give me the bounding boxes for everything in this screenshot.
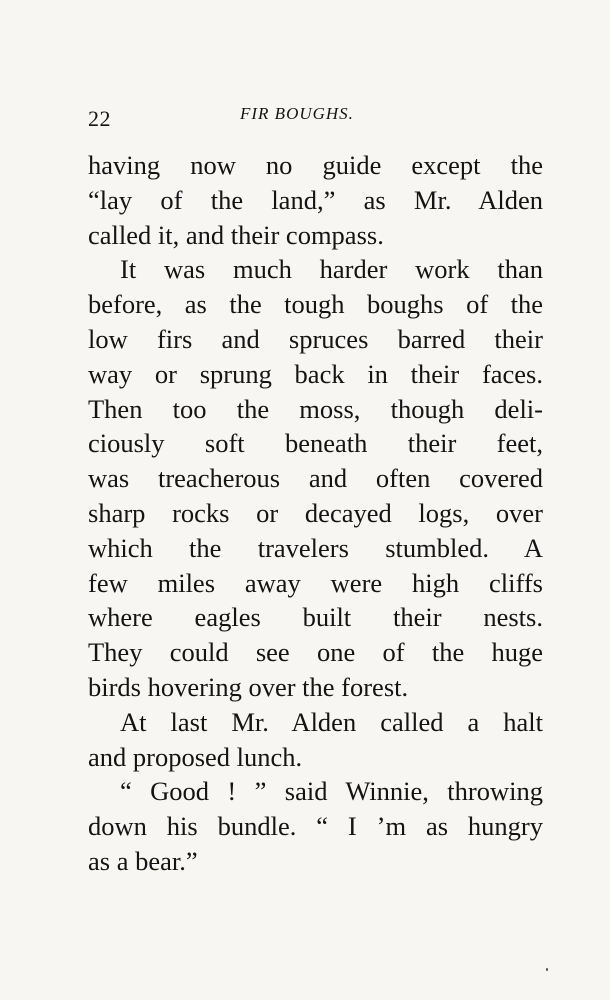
text-line: “ Good ! ” said Winnie, throwing xyxy=(120,776,543,807)
text-line: “lay of the land,” as Mr. Alden xyxy=(88,184,543,215)
text-line: and proposed lunch. xyxy=(88,741,303,772)
text-line: few miles away were high cliffs xyxy=(88,567,543,598)
text-line: birds hovering over the forest. xyxy=(88,671,409,702)
running-title: FIR BOUGHS. xyxy=(240,104,354,123)
text-line: called it, and their compass. xyxy=(88,219,384,250)
text-line: It was much harder work than xyxy=(120,254,543,285)
text-line: sharp rocks or decayed logs, over xyxy=(88,497,543,528)
page-number: 22 xyxy=(88,106,111,131)
text-line: which the travelers stumbled. A xyxy=(88,532,543,563)
text-line: as a bear.” xyxy=(88,845,198,876)
text-line: having now no guide except the xyxy=(88,150,543,180)
text-line: down his bundle. “ I ’m as hungry xyxy=(88,811,543,842)
running-head xyxy=(88,104,543,134)
text-line: At last Mr. Alden called a halt xyxy=(120,706,543,737)
paper-speck xyxy=(546,968,548,971)
body-text xyxy=(88,148,543,879)
text-line: where eagles built their nests. xyxy=(88,602,543,633)
text-line: way or sprung back in their faces. xyxy=(88,358,543,389)
text-line: low firs and spruces barred their xyxy=(88,323,543,354)
text-line: before, as the tough boughs of the xyxy=(88,289,543,320)
text-line: ciously soft beneath their feet, xyxy=(88,428,543,459)
text-line: Then too the moss, though deli- xyxy=(88,393,543,424)
text-line: They could see one of the huge xyxy=(88,637,543,668)
text-line: was treacherous and often covered xyxy=(88,463,543,494)
